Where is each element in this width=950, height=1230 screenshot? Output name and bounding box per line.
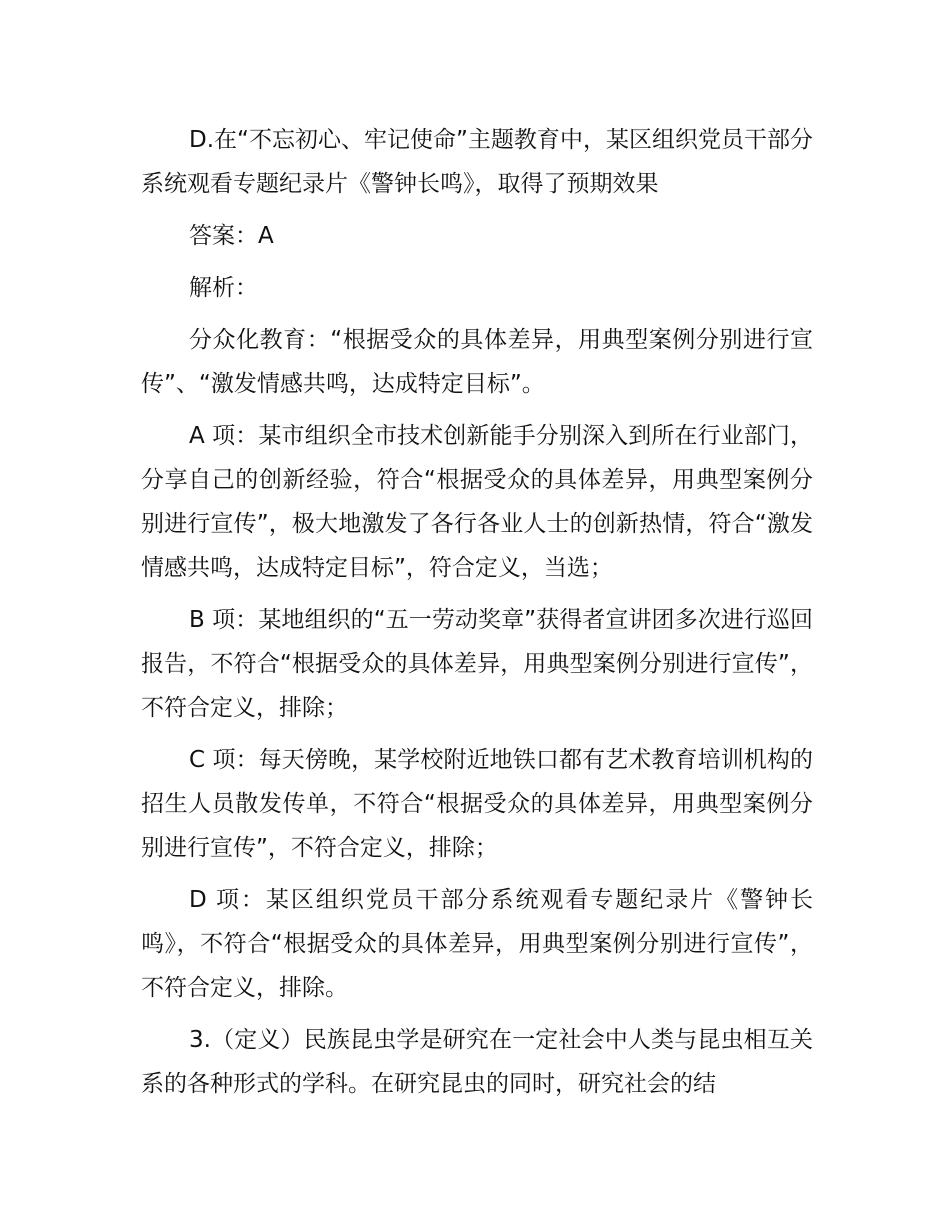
option-d-analysis: D 项：某区组织党员干部分系统观看专题纪录片《警钟长鸣》，不符合“根据受众的具体差异，用典型案例分别进行宣传”，不符合定义，排除。 xyxy=(141,887,813,1001)
analysis-heading: 解析： xyxy=(189,275,258,301)
definition-summary: 分众化教育：“根据受众的具体差异，用典型案例分别进行宣传”、“激发情感共鸣，达成特定目标”。 xyxy=(141,327,813,397)
option-a-analysis: A 项：某市组织全市技术创新能手分别深入到所在行业部门，分享自己的创新经验，符合“根据受众的具体差异，用典型案例分别进行宣传”，极大地激发了各行各业人士的创新热情，符合“激发情感共鸣，达成特定目标”，符合定义，当选； xyxy=(141,423,813,581)
question-3-text: 3.（定义）民族昆虫学是研究在一定社会中人类与昆虫相互关系的各种形式的学科。在研究昆虫的同时，研究社会的结 xyxy=(141,1027,813,1097)
document-page xyxy=(141,118,813,1114)
option-d-text: D.在“不忘初心、牢记使命”主题教育中，某区组织党员干部分系统观看专题纪录片《警钟长鸣》，取得了预期效果 xyxy=(141,127,813,197)
option-c-analysis: C 项：每天傍晚，某学校附近地铁口都有艺术教育培训机构的招生人员散发传单，不符合“根据受众的具体差异，用典型案例分别进行宣传”，不符合定义，排除； xyxy=(141,747,813,861)
option-b-analysis: B 项：某地组织的“五一劳动奖章”获得者宣讲团多次进行巡回报告，不符合“根据受众的具体差异，用典型案例分别进行宣传”，不符合定义，排除； xyxy=(141,607,813,721)
answer-line: 答案：A xyxy=(189,223,274,249)
